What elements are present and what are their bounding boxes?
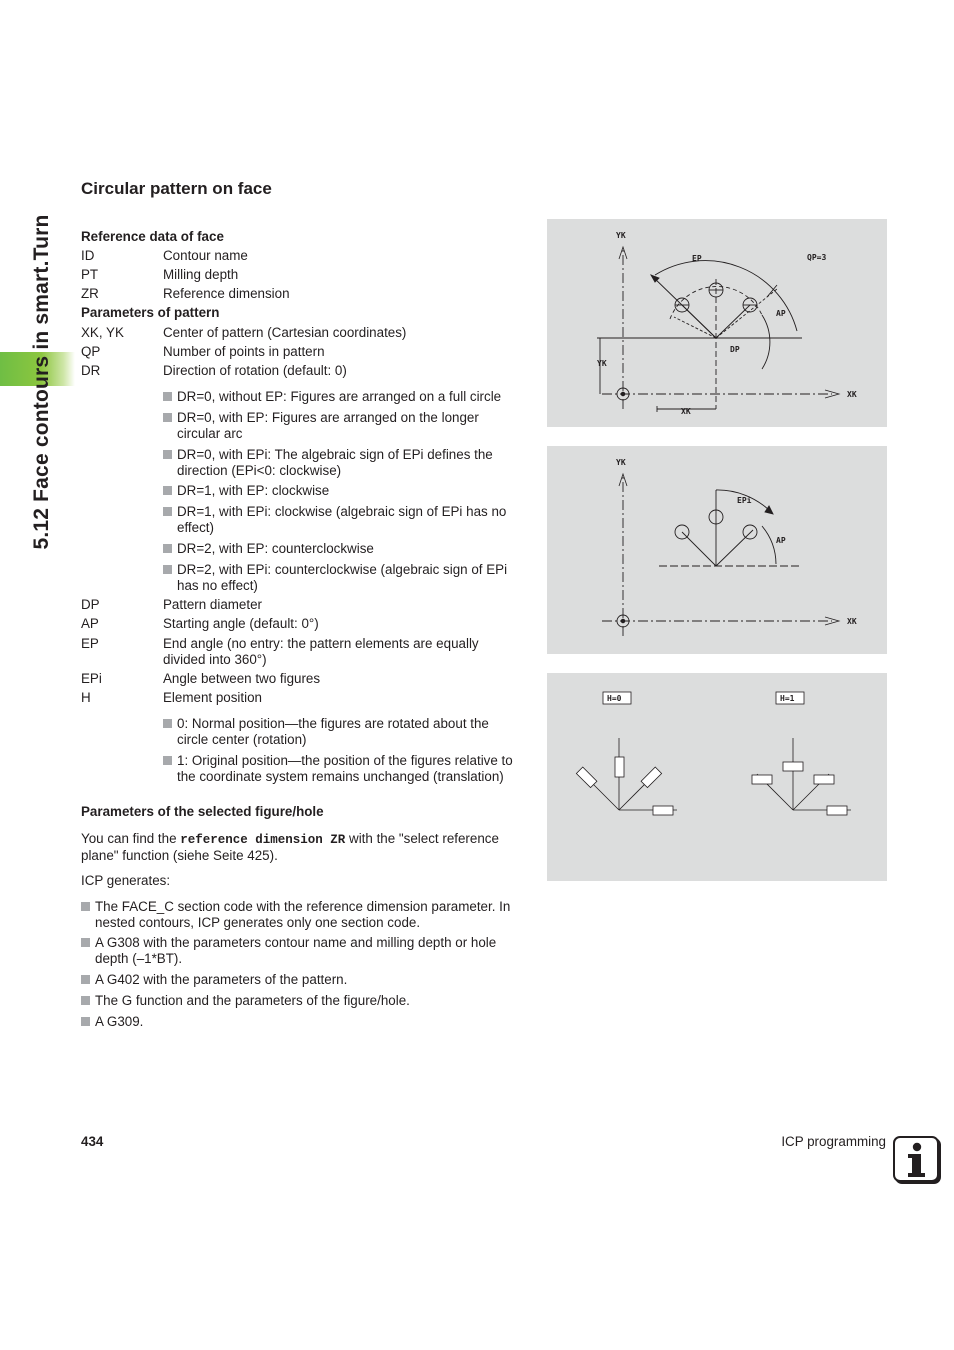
- param-key: PT: [81, 267, 99, 282]
- param-desc: Center of pattern (Cartesian coordinates): [163, 325, 407, 340]
- param-key: EP: [81, 636, 99, 651]
- bullet-square-icon: [163, 719, 172, 728]
- section-title: Circular pattern on face: [81, 179, 272, 198]
- bullet-square-icon: [163, 413, 172, 422]
- figure-element-position: [547, 673, 887, 881]
- h-bullet-item: 0: Normal position—the figures are rotated about the circle center (rotation): [163, 716, 523, 748]
- param-desc: Contour name: [163, 248, 248, 263]
- bullet-square-icon: [163, 565, 172, 574]
- label-h0: H=0: [607, 694, 622, 703]
- pattern-heading: Parameters of pattern: [81, 305, 220, 320]
- param-key: QP: [81, 344, 101, 359]
- icp-bullet-item: The G function and the parameters of the figure/hole.: [81, 993, 526, 1009]
- label-ap: AP: [776, 536, 786, 545]
- info-icon: [893, 1136, 939, 1182]
- param-key: DP: [81, 597, 100, 612]
- bullet-square-icon: [81, 938, 90, 947]
- param-key: ID: [81, 248, 95, 263]
- chapter-side-title: 5.12 Face contours in smart.Turn: [30, 214, 53, 550]
- dr-bullet-item: DR=0, without EP: Figures are arranged on a full circle: [163, 389, 523, 405]
- figure-params-heading: Parameters of the selected figure/hole: [81, 804, 324, 819]
- figure-circular-pattern-ep: [547, 219, 887, 427]
- h-bullet-item: 1: Original position—the position of the figures relative to the coordinate system remains unchanged (translation): [163, 753, 523, 785]
- param-key: ZR: [81, 286, 99, 301]
- label-dp: DP: [730, 345, 740, 354]
- dr-bullet-item: DR=0, with EPi: The algebraic sign of EPi defines the direction (EPi<0: clockwise): [163, 447, 523, 479]
- bullet-square-icon: [81, 902, 90, 911]
- label-ap: AP: [776, 309, 786, 318]
- param-key: H: [81, 690, 91, 705]
- axis-label-xk: XK: [847, 390, 857, 399]
- param-desc: Reference dimension: [163, 286, 290, 301]
- dr-bullet-item: DR=2, with EPi: counterclockwise (algebraic sign of EPi has no effect): [163, 562, 523, 594]
- bullet-square-icon: [163, 450, 172, 459]
- reference-paragraph: You can find the reference dimension ZR with the "select reference plane" function (siehe Seite 425).: [81, 831, 499, 863]
- param-desc: Starting angle (default: 0°): [163, 616, 319, 631]
- dr-bullet-item: DR=2, with EP: counterclockwise: [163, 541, 523, 557]
- label-epi: EPi: [737, 496, 752, 505]
- bullet-square-icon: [163, 507, 172, 516]
- param-key: AP: [81, 616, 99, 631]
- bullet-square-icon: [163, 544, 172, 553]
- bullet-square-icon: [163, 392, 172, 401]
- icp-generates-text: ICP generates:: [81, 873, 171, 888]
- label-h1: H=1: [780, 694, 795, 703]
- bullet-square-icon: [81, 1017, 90, 1026]
- bullet-square-icon: [163, 486, 172, 495]
- param-desc: End angle (no entry: the pattern elements are equally divided into 360°): [163, 636, 479, 667]
- axis-label-yk: YK: [616, 231, 626, 240]
- icp-bullet-item: A G402 with the parameters of the pattern.: [81, 972, 526, 988]
- code-reference-dimension: reference dimension ZR: [180, 833, 346, 847]
- icp-bullet-item: A G309.: [81, 1014, 526, 1030]
- dr-bullet-item: DR=0, with EP: Figures are arranged on the longer circular arc: [163, 410, 523, 442]
- param-desc: Milling depth: [163, 267, 239, 282]
- axis-label-yk: YK: [616, 458, 626, 467]
- param-desc: Direction of rotation (default: 0): [163, 363, 347, 378]
- icp-bullet-item: The FACE_C section code with the reference dimension parameter. In nested contours, ICP generates only one section code.: [81, 899, 526, 931]
- axis-label-xk: XK: [847, 617, 857, 626]
- param-key: DR: [81, 363, 101, 378]
- page-number: 434: [81, 1134, 104, 1149]
- dim-label-yk: YK: [597, 359, 607, 368]
- icp-bullet-item: A G308 with the parameters contour name and milling depth or hole depth (–1*BT).: [81, 935, 526, 967]
- figure-circular-pattern-epi: [547, 446, 887, 654]
- label-ep: EP: [692, 254, 702, 263]
- bullet-square-icon: [163, 756, 172, 765]
- param-desc: Angle between two figures: [163, 671, 321, 686]
- bullet-square-icon: [81, 996, 90, 1005]
- label-qp: QP=3: [807, 253, 827, 262]
- dim-label-xk: XK: [681, 407, 691, 416]
- param-desc: Number of points in pattern: [163, 344, 325, 359]
- ref-heading: Reference data of face: [81, 229, 224, 244]
- dr-bullet-item: DR=1, with EPi: clockwise (algebraic sign of EPi has no effect): [163, 504, 523, 536]
- param-desc: Element position: [163, 690, 262, 705]
- param-key: XK, YK: [81, 325, 124, 340]
- footer-section: ICP programming: [781, 1134, 886, 1149]
- param-key: EPi: [81, 671, 102, 686]
- param-desc: Pattern diameter: [163, 597, 262, 612]
- dr-bullet-item: DR=1, with EP: clockwise: [163, 483, 523, 499]
- bullet-square-icon: [81, 975, 90, 984]
